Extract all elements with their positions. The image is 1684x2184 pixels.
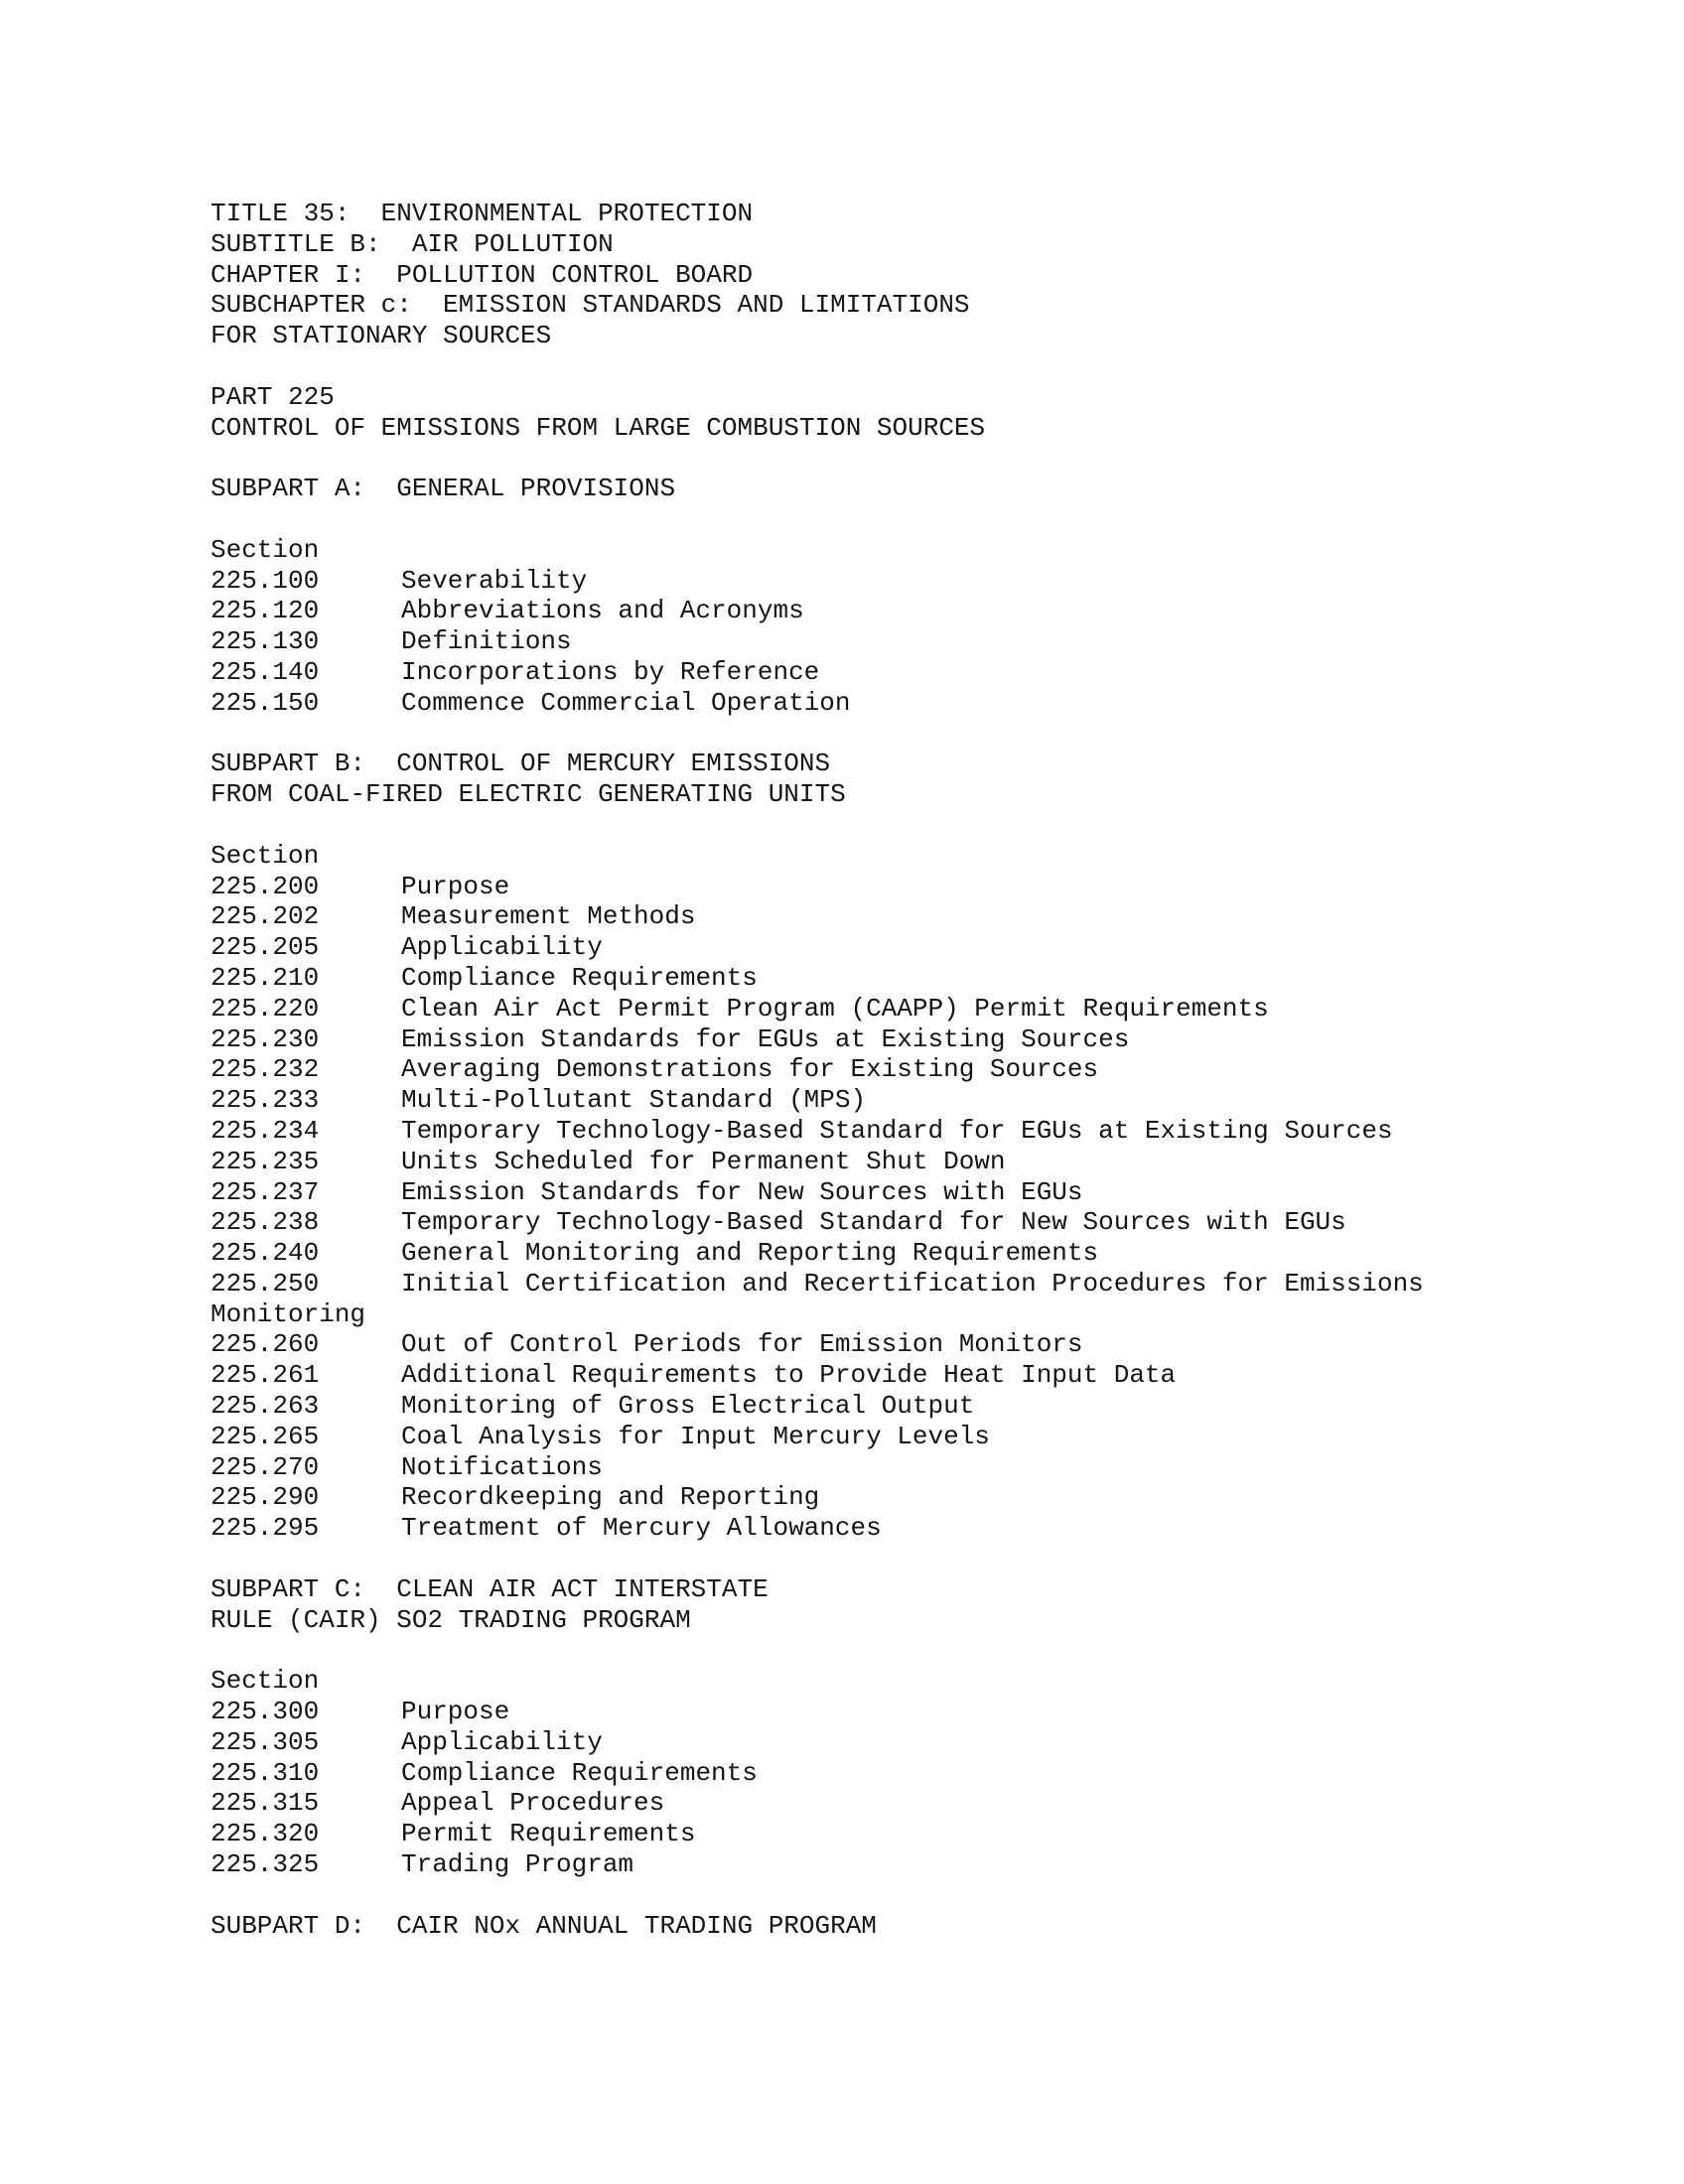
section-title: Commence Commercial Operation (401, 687, 851, 718)
section-title: Coal Analysis for Input Mercury Levels (401, 1421, 990, 1451)
section-row (210, 963, 1541, 994)
subpart-b-heading-block (210, 749, 1541, 810)
section-row (210, 1147, 1541, 1177)
subchapter-line-2: FOR STATIONARY SOURCES (210, 321, 552, 351)
section-title: Compliance Requirements (401, 962, 758, 993)
section-title: Units Scheduled for Permanent Shut Down (401, 1146, 1006, 1176)
section-number: 225.300 (210, 1697, 320, 1727)
section-number: 225.325 (210, 1849, 320, 1880)
section-row (210, 1482, 1541, 1513)
section-title: Monitoring of Gross Electrical Output (401, 1391, 975, 1422)
subpart-c-heading-1: SUBPART C: CLEAN AIR ACT INTERSTATE (210, 1573, 769, 1604)
section-row (210, 626, 1541, 657)
section-number: 225.232 (210, 1054, 320, 1085)
section-row (210, 872, 1541, 902)
section-row (210, 1819, 1541, 1849)
section-row (210, 596, 1541, 626)
section-number: 225.230 (210, 1024, 320, 1054)
subpart-b-heading-1: SUBPART B: CONTROL OF MERCURY EMISSIONS (210, 749, 831, 779)
section-number: 225.210 (210, 962, 320, 993)
section-title: Appeal Procedures (401, 1788, 665, 1819)
section-title: Initial Certification and Recertification Procedures for Emissions (401, 1268, 1424, 1298)
section-row (210, 932, 1541, 963)
section-label: Section (210, 1666, 320, 1697)
section-title: Emission Standards for New Sources with EGUs (401, 1176, 1083, 1207)
section-title: Purpose (401, 871, 510, 901)
section-row (210, 1452, 1541, 1483)
section-number: 225.315 (210, 1788, 320, 1819)
section-row (210, 1697, 1541, 1727)
section-number: 225.205 (210, 932, 320, 963)
section-row (210, 1727, 1541, 1758)
section-title: Emission Standards for EGUs at Existing Sources (401, 1024, 1130, 1054)
section-number: 225.310 (210, 1757, 320, 1788)
section-row (210, 1788, 1541, 1819)
section-number: 225.290 (210, 1482, 320, 1513)
section-row (210, 1849, 1541, 1880)
subtitle-line: SUBTITLE B: AIR POLLUTION (210, 228, 614, 259)
section-number: 225.200 (210, 871, 320, 901)
subpart-c-sections (210, 1666, 1541, 1880)
section-title: Temporary Technology-Based Standard for New Sources with EGUs (401, 1207, 1346, 1238)
section-row (210, 1207, 1541, 1238)
section-title: Measurement Methods (401, 901, 696, 932)
section-number: 225.263 (210, 1391, 320, 1422)
section-title: Permit Requirements (401, 1819, 696, 1849)
subchapter-line-1: SUBCHAPTER c: EMISSION STANDARDS AND LIMITATIONS (210, 290, 970, 321)
subpart-d-heading: SUBPART D: CAIR NOx ANNUAL TRADING PROGRAM (210, 1910, 877, 1941)
section-row (210, 1391, 1541, 1422)
section-row (210, 1177, 1541, 1208)
section-number: 225.233 (210, 1085, 320, 1116)
section-number: 225.261 (210, 1360, 320, 1391)
section-title: Purpose (401, 1697, 510, 1727)
section-row (210, 901, 1541, 932)
section-title: Multi-Pollutant Standard (MPS) (401, 1085, 867, 1116)
part-number: PART 225 (210, 381, 335, 412)
section-row (210, 657, 1541, 688)
subpart-b-sections (210, 841, 1541, 1544)
section-number: 225.320 (210, 1819, 320, 1849)
header-block (210, 199, 1541, 351)
section-row (210, 1054, 1541, 1085)
section-title: Trading Program (401, 1849, 634, 1880)
part-block (210, 382, 1541, 444)
section-title-continuation: Monitoring (210, 1298, 366, 1329)
section-number: 225.250 (210, 1268, 320, 1298)
section-row (210, 1360, 1541, 1391)
section-number: 225.295 (210, 1513, 320, 1544)
section-number: 225.238 (210, 1207, 320, 1238)
section-title: Additional Requirements to Provide Heat Input Data (401, 1360, 1177, 1391)
section-title: Applicability (401, 1726, 603, 1757)
part-title: CONTROL OF EMISSIONS FROM LARGE COMBUSTION SOURCES (210, 412, 986, 443)
section-number: 225.130 (210, 626, 320, 657)
section-label: Section (210, 534, 320, 565)
section-row (210, 1422, 1541, 1452)
section-row (210, 1329, 1541, 1360)
section-row (210, 1513, 1541, 1544)
subpart-c-heading-2: RULE (CAIR) SO2 TRADING PROGRAM (210, 1604, 691, 1635)
section-number: 225.100 (210, 565, 320, 596)
document-page (210, 199, 1541, 1941)
section-row (210, 994, 1541, 1024)
section-title: Clean Air Act Permit Program (CAAPP) Permit Requirements (401, 993, 1269, 1024)
section-row (210, 1116, 1541, 1147)
section-title: Temporary Technology-Based Standard for EGUs at Existing Sources (401, 1115, 1393, 1146)
section-title: Applicability (401, 932, 603, 963)
section-row-wrapped (210, 1269, 1541, 1330)
section-title: General Monitoring and Reporting Requirements (401, 1238, 1099, 1269)
subpart-a-sections (210, 535, 1541, 719)
section-title: Treatment of Mercury Allowances (401, 1513, 882, 1544)
section-row (210, 566, 1541, 597)
section-title: Incorporations by Reference (401, 656, 820, 687)
title-line: TITLE 35: ENVIRONMENTAL PROTECTION (210, 199, 754, 228)
section-number: 225.202 (210, 901, 320, 932)
section-title: Definitions (401, 626, 572, 657)
section-number: 225.150 (210, 687, 320, 718)
subpart-b-heading-2: FROM COAL-FIRED ELECTRIC GENERATING UNITS (210, 779, 846, 810)
section-row (210, 1024, 1541, 1055)
section-row (210, 1085, 1541, 1116)
section-title: Abbreviations and Acronyms (401, 596, 804, 626)
section-row (210, 1758, 1541, 1789)
subpart-a-heading: SUBPART A: GENERAL PROVISIONS (210, 474, 676, 504)
section-number: 225.237 (210, 1176, 320, 1207)
section-number: 225.120 (210, 596, 320, 626)
section-number: 225.235 (210, 1146, 320, 1176)
section-label: Section (210, 840, 320, 871)
section-number: 225.220 (210, 993, 320, 1024)
section-number: 225.240 (210, 1238, 320, 1269)
section-number: 225.305 (210, 1726, 320, 1757)
section-number: 225.234 (210, 1115, 320, 1146)
section-row (210, 688, 1541, 719)
subpart-a-heading-block (210, 474, 1541, 504)
section-number: 225.260 (210, 1329, 320, 1360)
section-title: Averaging Demonstrations for Existing Sources (401, 1054, 1099, 1085)
section-title: Notifications (401, 1451, 603, 1482)
chapter-line: CHAPTER I: POLLUTION CONTROL BOARD (210, 259, 754, 290)
subpart-c-heading-block (210, 1574, 1541, 1636)
section-row (210, 1238, 1541, 1269)
subpart-d-heading-block (210, 1911, 1541, 1942)
section-title: Severability (401, 565, 588, 596)
section-number: 225.270 (210, 1451, 320, 1482)
section-number: 225.140 (210, 656, 320, 687)
section-title: Compliance Requirements (401, 1757, 758, 1788)
section-number: 225.265 (210, 1421, 320, 1451)
section-title: Out of Control Periods for Emission Monitors (401, 1329, 1083, 1360)
section-title: Recordkeeping and Reporting (401, 1482, 820, 1513)
